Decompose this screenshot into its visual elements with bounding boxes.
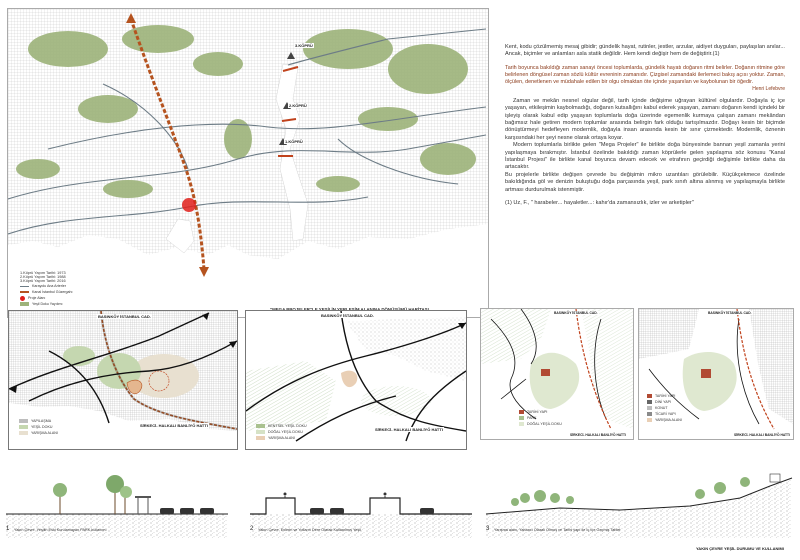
- section-3-caption: Yarışma alanı, Yabancı Olarak Olmuş ve Tarihi yapı ile İç İçe Geçmiş Tablet: [494, 528, 621, 532]
- paragraph-1: Zaman ve mekân nesnel olgular değil, tarih içinde değişime uğrayan kültürel olgulardır. Doğayla iç içe yaşayan, etkileşimin kaybolmadığı, doğanın kutsallığını kabul ederek yaşayan, zamanı doğanın kendi içindeki bir işleyiş olarak kabul edip yaşayan toplumlarla doğa üzerinde egemenlik kurmaya çalışan zamanı mekândan bağımsız hale getiren modern toplumlar arasında belirgin fark olduğu tartışılmazdır. Doğayı kesin bir biçimde dönüştürmeyi hedefleyen modernlik, doğayla insan arasında kesin bir sınır çizmektedir. Modernlik, öznenin karşısındaki her şeyi nesne olarak ortaya koyar.: [505, 97, 785, 141]
- section-3-number: 3: [486, 526, 490, 532]
- site-plan-2: [245, 310, 467, 450]
- historic-swatch-icon: [519, 410, 524, 414]
- site-plan-1: [8, 310, 238, 450]
- paragraph-2: Modern toplumlarla birlikte gelen "Mega Projeler" ile birlikte doğa bünyesinde bannan yeşil zamanla yerini yapılaşmaya bırakmıştır. İstanbul özelinde bakıldığı zaman köprülerle gelen yapılaşma söz konusu "Kanal İstanbul Projesi" ile birlikte kanal boyunca devam edecek ve etrafının geçirdiği değişimle birlikte daha da artacaktır.: [505, 142, 785, 171]
- site-plan-3: [480, 308, 634, 440]
- text-column: [505, 44, 785, 208]
- housing-swatch-icon: [647, 406, 652, 410]
- plan1-legend: YAPILAŞMA YEŞİL DOKU YARIŞMA ALANI: [19, 418, 58, 436]
- plan3-legend: TARİHİ YAPI PARK DOĞAL YEŞİL DOKU: [519, 409, 562, 427]
- section-2-number: 2: [250, 526, 254, 532]
- plan1-road-label: BASINKÖY İSTANBUL CAD.: [98, 314, 151, 319]
- plan2-road-label: BASINKÖY İSTANBUL CAD.: [321, 313, 374, 318]
- quote-author: Henri Lefebvre: [752, 85, 785, 92]
- section-2-caption: Yakın Çevre, Evlerin ve Yolların Dere Olarak Kullanılmış Yeşil: [258, 528, 361, 532]
- site-swatch-icon: [256, 436, 265, 440]
- bridge-3-label: 3.KÖPRÜ: [295, 43, 313, 48]
- bridge-1-label: 1.KÖPRÜ: [285, 139, 303, 144]
- legend-green: Yeşil Doku Yayılımı: [20, 301, 110, 307]
- legend-year-1: 1.Köprü Yapım Tarihi: 1973: [20, 271, 66, 275]
- legend-canal: Kanal İstanbul Güzergahı: [20, 289, 110, 295]
- historic-swatch-icon: [647, 394, 652, 398]
- sections-footer: YAKIN ÇEVRE YEŞİL DURUMU VE KULLANIMI: [696, 546, 784, 551]
- plan3-road-label: BASINKÖY İSTANBUL CAD.: [554, 311, 598, 315]
- project-area-marker: [182, 198, 196, 212]
- plan2-rail-label: SİRKECİ- HALKALI BANLİYÖ HATTI: [375, 427, 443, 432]
- legend-year-2: 2.Köprü Yapım Tarihi: 1988: [20, 275, 66, 279]
- sections-strip: [0, 458, 800, 558]
- main-map: [7, 8, 489, 318]
- plan4-rail-label: SİRKECİ- HALKALI BANLİYÖ HATTI: [734, 433, 790, 437]
- lefebvre-quote: Tarih boyunca bakıldığı zaman sanayi öncesi toplumlarda, gündelik hayatı doğanın ritmi belirler. Doğanın ritmine göre belirlenen döngüsel zaman sözlü kültür evreninin zamanıdır. Çizgisel zamandaki ilerlemeci bakış açısı yoktur. Zaman, ölçülen, denetlenen ve müdahale edilen bir olgu olmaktan öte içinde yaşanılan ve kaybolunan bir öğedir.: [505, 64, 785, 85]
- plan1-rail-label: SİRKECİ- HALKALI BANLİYÖ HATTI: [140, 423, 208, 428]
- section-1-trees: [53, 475, 151, 514]
- project-swatch-icon: [20, 296, 25, 301]
- site-swatch-icon: [19, 431, 28, 435]
- canal-swatch-icon: [20, 291, 29, 293]
- section-1-number: 1: [6, 526, 10, 532]
- legend-roads: Karayolu Ana Arterler: [20, 283, 110, 289]
- main-map-legend: [20, 271, 110, 307]
- religious-swatch-icon: [647, 400, 652, 404]
- legend-year-3: 3.Köprü Yapım Tarihi: 2016: [20, 279, 66, 283]
- intro-text: Kent, kodu çözülmemiş mesaj gibidir; gündelik hayat, rutinler, jestler, arzular, aidiyet duyguları, paylaşılan anılar... Ancak, biçimler ve anlamları asla statik değildir. Hem kendi değişir hem de değiştirir.(1): [505, 44, 785, 58]
- section-1-caption: Yakın Çevre, Yeşilin Eski Kurulamayan PARK kullanımı: [14, 528, 107, 532]
- commercial-swatch-icon: [647, 412, 652, 416]
- legend-project: Proje Alanı: [20, 295, 110, 301]
- natural-green-swatch-icon: [256, 430, 265, 434]
- natural-swatch-icon: [519, 422, 524, 426]
- urban-green-swatch-icon: [256, 424, 265, 428]
- plan3-rail-label: SİRKECİ- HALKALI BANLİYÖ HATTI: [570, 433, 626, 437]
- bridge-2-label: 2.KÖPRÜ: [289, 103, 307, 108]
- footnote: (1) Uz, F., " harabeler... hayaletler...: kahır'da zamansızlık, izler ve arketipler": [505, 200, 694, 207]
- site-swatch-icon: [647, 418, 652, 422]
- plan4-legend: TARİHİ YAPI DİNİ YAPI KONUT TİCARİ YAPI YARIŞMA ALANI: [647, 393, 682, 423]
- plan2-legend: KENTSEL YEŞİL DOKU DOĞAL YEŞİL DOKU YARIŞMA ALANI: [256, 423, 307, 441]
- green-swatch-icon: [19, 425, 28, 429]
- paragraph-3: Bu projelerle birlikte değişen çevrede bu değişimin mikro uzantıları görülebilir. Küçükçekmece özelinde bakıldığında göl ve denizin buluştuğu doğa parçasında yeşil, park sınıfı altına alınmış ve yapılaşmayla birlikte artması durdurulmak istenmiştir.: [505, 171, 785, 193]
- green-swatch-icon: [20, 302, 29, 306]
- site-plan-4: [638, 308, 794, 440]
- plan4-road-label: BASINKÖY İSTANBUL CAD.: [708, 311, 752, 315]
- built-swatch-icon: [19, 419, 28, 423]
- sections-drawing: [0, 458, 800, 548]
- road-swatch-icon: [20, 286, 29, 287]
- park-swatch-icon: [519, 416, 524, 420]
